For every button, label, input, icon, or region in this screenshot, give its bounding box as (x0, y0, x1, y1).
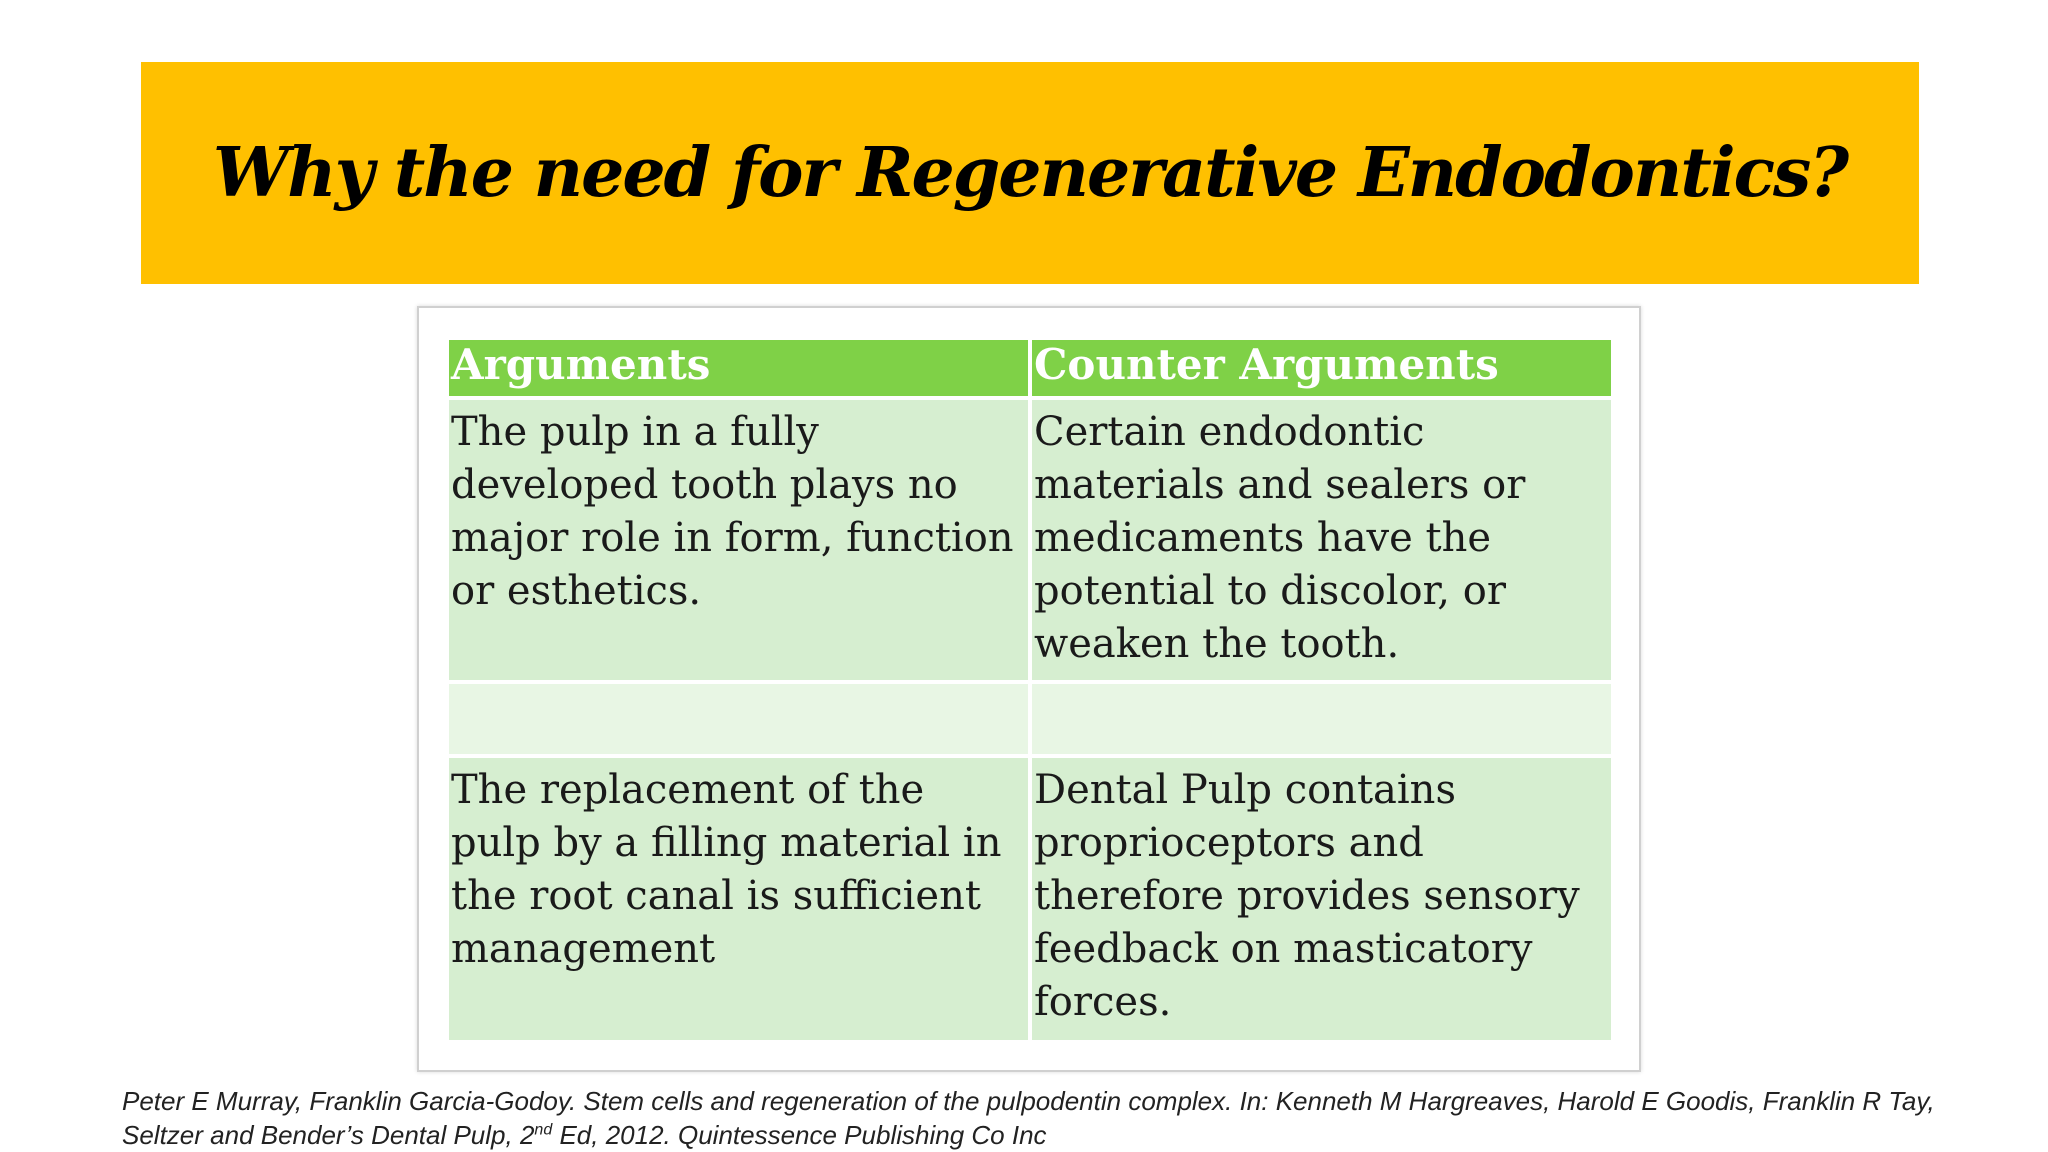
row-1-counter-argument: Certain endodontic materials and sealers or medicaments have the potential to discolor, or weaken the tooth. (1032, 400, 1611, 680)
spacer-row-cell (449, 684, 1028, 754)
citation-line-2 (122, 1118, 2022, 1152)
header-arguments: Arguments (449, 340, 1028, 396)
citation-line-1: Peter E Murray, Franklin Garcia-Godoy. Stem cells and regeneration of the pulpodentin complex. In: Kenneth M Hargreaves, Harold E Goodis, Franklin R Tay, (122, 1086, 1935, 1116)
row-2-counter-argument: Dental Pulp contains proprioceptors and therefore provides sensory feedback on masticatory forces. (1032, 758, 1611, 1040)
header-counter-arguments: Counter Arguments (1032, 340, 1611, 396)
slide-title: Why the need for Regenerative Endodontics? (212, 133, 1848, 213)
citation-superscript: nd (534, 1121, 553, 1139)
title-banner (141, 62, 1919, 284)
arguments-table (449, 340, 1611, 1040)
citation-line-2-end: Ed, 2012. Quintessence Publishing Co Inc (552, 1120, 1047, 1150)
row-2-argument: The replacement of the pulp by a filling material in the root canal is sufficient management (449, 758, 1028, 1040)
row-1-argument: The pulp in a fully developed tooth plays no major role in form, function or esthetics. (449, 400, 1028, 680)
table-image-frame (417, 306, 1641, 1072)
citation (122, 1084, 2022, 1152)
spacer-row-cell (1032, 684, 1611, 754)
citation-line-2-start: Seltzer and Bender’s Dental Pulp, 2 (122, 1120, 535, 1150)
